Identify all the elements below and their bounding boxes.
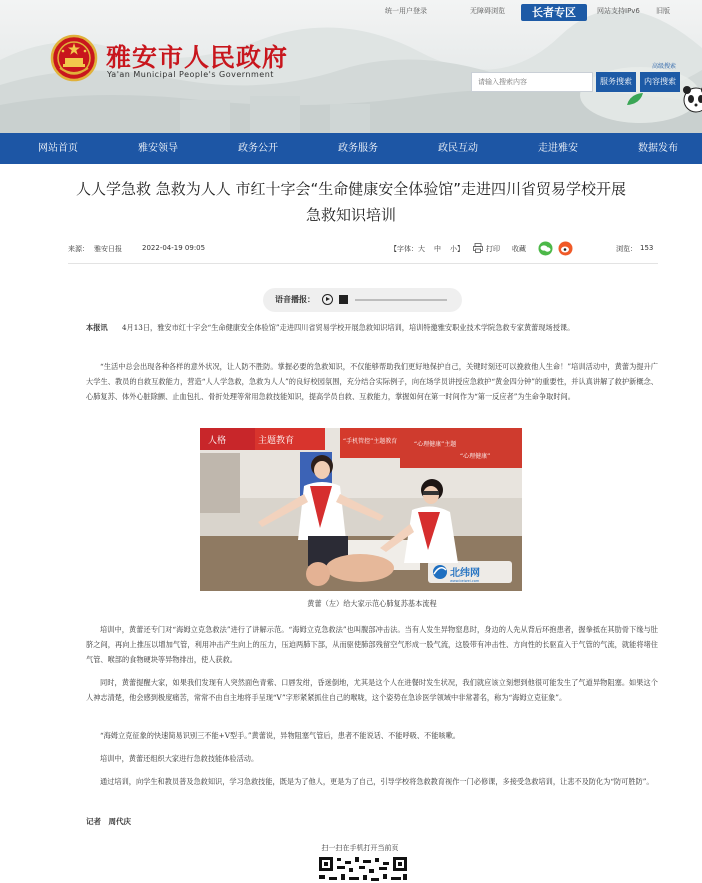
print-button[interactable]: 打印 — [486, 245, 500, 253]
audio-player-label: 语音播报： — [275, 295, 315, 304]
paragraph-1 — [86, 320, 658, 335]
banner-text-5: “心理健康” — [460, 453, 491, 460]
login-link[interactable]: 统一用户登录 — [385, 7, 427, 15]
nav-interaction[interactable]: 政民互动 — [438, 143, 478, 154]
banner-text-3: “手机管控”主题教育 — [343, 438, 398, 445]
elder-mode-button[interactable]: 长者专区 — [521, 4, 587, 21]
article-title-line1: 人人学急救 急救为人人 市红十字会“生命健康安全体验馆”走进四川省贸易学校开展 — [75, 180, 627, 198]
nav-data-release[interactable]: 数据发布 — [638, 143, 678, 154]
old-version-link[interactable]: 旧版 — [656, 7, 670, 15]
watermark-logo: 北纬网 — [450, 568, 480, 579]
watermark-url: www.beiwei.com — [450, 579, 480, 583]
content-search-button[interactable]: 内容搜索 — [640, 72, 680, 92]
paragraph-7: 通过培训，向学生和教员普及急救知识，学习急救技能，既是为了他人，更是为了自己，引导学校将急救教育视作一门必修课，多接受急救培训，让悲不及防化为“防可胜防”。 — [100, 777, 654, 786]
search-input[interactable]: 请输入搜索内容 — [471, 72, 593, 92]
banner-text-1: 人格 — [208, 436, 227, 446]
advanced-search-link[interactable]: 高级搜索 — [652, 63, 677, 70]
photo-caption: 黄蕾（左）给大家示范心肺复苏基本流程 — [307, 599, 437, 608]
font-large-button[interactable]: 大 — [418, 245, 425, 253]
reporter-byline: 记者 周代庆 — [86, 817, 131, 826]
nav-about-yaan[interactable]: 走进雅安 — [538, 143, 578, 154]
article-photo — [200, 428, 522, 591]
qr-code-icon — [319, 857, 407, 883]
source-name: 雅安日报 — [94, 245, 122, 253]
accessible-link[interactable]: 无障碍浏览 — [470, 7, 505, 15]
publish-date: 2022-04-19 09:05 — [142, 244, 206, 252]
weibo-share-icon[interactable] — [558, 241, 573, 258]
article-title — [50, 176, 652, 228]
paragraph-2: “生活中总会出现各种各样的意外状况，让人防不胜防。掌握必要的急救知识，不仅能够帮助我们更好地保护自己，关键时刻还可以挽救他人生命！”培训活动中，黄蕾为提升广大学生、教员的自救互救能力，营造“人人学急救，急救为人人”的良好校园氛围，充分结合实际例子，向在场学员讲授应急救护“黄金四分钟”的重要性，并认真讲解了救护新概念、心肺复苏、体外心脏除颤、止血包扎、骨折处理等常用急救技能知识，提高学员自救、互救能力，掌握如何在第一时间作为“第一反应者”为生命争取时间。 — [86, 362, 658, 401]
leaf-icon — [626, 92, 644, 106]
favorite-button[interactable]: 收藏 — [512, 245, 526, 253]
paragraph-5: “海姆立克征象的快速简易识别三不能+V型手。”黄蕾说，异物阻塞气管后，患者不能说话、不能呼吸、不能咳嗽。 — [100, 731, 460, 740]
paragraph-4: 同时，黄蕾提醒大家，如果我们发现有人突然面色青紫、口唇发绀，昏迷倒地，尤其是这个人在进餐时发生状况，我们就应该立刻想到他很可能发生了气道异物阻塞。如果这个人神志清楚，他会感到极度痛苦，常常不由自主地将手呈现“V”字形紧紧抓住自己的喉咙，这个姿势在急诊医学领域中非常著名，称为“海姆立克征象”。 — [86, 678, 658, 702]
site-title[interactable]: 雅安市人民政府 — [106, 43, 289, 72]
font-medium-button[interactable]: 中 — [434, 245, 441, 253]
audio-player — [263, 288, 462, 312]
site-header — [0, 0, 702, 133]
nav-gov-services[interactable]: 政务服务 — [338, 143, 378, 154]
play-icon[interactable] — [322, 294, 333, 305]
paragraph-3: 培训中，黄蕾还专门对“海姆立克急救法”进行了讲解示范。“海姆立克急救法”也叫腹部冲击法。当有人发生异物窒息时，身边的人先从背后环抱患者，握拳抵在其肋骨下缘与肚脐之间，再向上推压以增加气管，利用冲击产生向上的压力，压迫两肺下部，从而驱使肺部残留空气形成一股气流，这股带有冲击性、方向性的长驱直入于气管的气流，就能将堵住气管、喉部的食物硬块等异物排出，使人获救。 — [86, 625, 658, 664]
panda-mascot-icon — [682, 84, 702, 114]
nav-gov-affairs[interactable]: 政务公开 — [238, 143, 278, 154]
paragraph-1-text: 4月13日，雅安市红十字会“生命健康安全体验馆”走进四川省贸易学校开展急救知识培训，培训特邀雅安职业技术学院急救专家黄蕾现场授课。 — [107, 323, 575, 332]
site-subtitle: Ya'an Municipal People's Government — [107, 70, 274, 79]
article-title-line2: 急救知识培训 — [305, 206, 396, 224]
main-nav — [0, 133, 702, 164]
national-emblem-icon — [50, 34, 98, 82]
service-search-button[interactable]: 服务搜索 — [596, 72, 636, 92]
nav-leaders[interactable]: 雅安领导 — [138, 143, 178, 154]
views-label: 浏览： — [616, 245, 637, 253]
divider — [68, 263, 658, 264]
banner-text-4: “心理健康”主题 — [414, 441, 457, 448]
view-count: 153 — [640, 244, 654, 252]
nav-home[interactable]: 网站首页 — [38, 143, 78, 154]
paragraph-6: 培训中，黄蕾还组织大家进行急救技能体验活动。 — [100, 754, 259, 763]
source-label: 来源： — [68, 245, 89, 253]
stop-icon[interactable] — [339, 295, 348, 304]
wechat-share-icon[interactable] — [538, 241, 553, 258]
article-meta — [68, 244, 658, 258]
font-size-label: 【字体： — [390, 245, 418, 253]
font-small-button[interactable]: 小】 — [450, 245, 464, 253]
ipv6-label: 网站支持IPv6 — [597, 7, 640, 15]
qr-label: 扫一扫在手机打开当前页 — [321, 844, 399, 852]
audio-progress-bar[interactable] — [355, 299, 447, 301]
print-icon[interactable] — [473, 243, 483, 255]
lead-label: 本报讯 — [86, 323, 108, 332]
banner-text-2: 主题教育 — [258, 436, 295, 446]
